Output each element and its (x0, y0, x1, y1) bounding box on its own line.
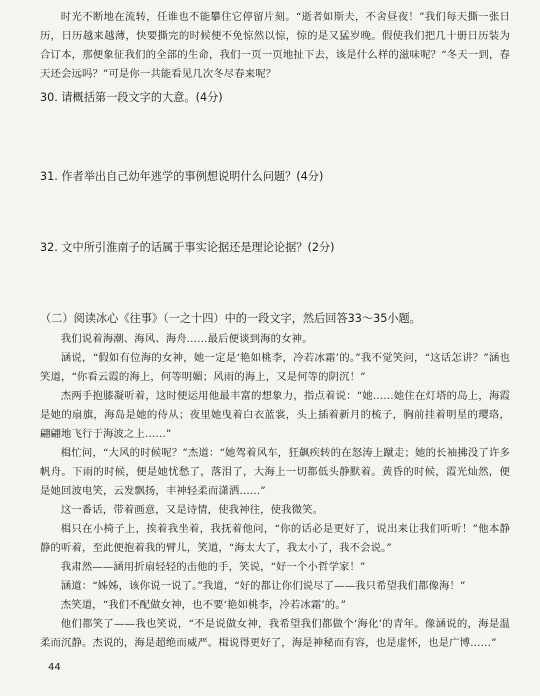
question-30 (40, 88, 510, 107)
passage-two-paragraph: 杰两手抱膝凝听着，这时便运用他最丰富的想象力，指点着说：“她……她住在灯塔的岛上，海霞是她的扇旗，海岛是她的侍从；夜里她曳着白衣蓝裳，头上插着新月的梳子，胸前挂着明星的璎珞，翩翩地飞行于海波之上……” (40, 390, 510, 440)
passage-two-paragraph: 我肃然——涵用折扇轻轻的击他的手，笑说，“好一个小哲学家！” (60, 561, 366, 573)
question-32-text: 32. 文中所引淮南子的话属于事实论据还是理论论据？(2分) (40, 241, 335, 254)
passage-two-paragraph: 这一番话，带着画意，又是诗情，使我神往，使我微笑。 (60, 504, 324, 516)
passage-two-paragraph: 杰笑道，“我们不配做女神，也不要‘艳如桃李，冷若冰霜’的。” (60, 599, 346, 611)
passage-two-paragraph: 楫只在小椅子上，挨着我坐着，我抚着他问，“你的话必是更好了，说出来让我们听听！”他本静静的听着，至此便抱着我的臂儿，笑道，“海太大了，我太小了，我不会说。” (40, 523, 510, 554)
passage-two-paragraph: 我们说着海潮、海风、海舟……最后便谈到海的女神。 (60, 333, 313, 345)
question-32 (40, 238, 510, 257)
section-two-title (40, 309, 510, 328)
passage-two-paragraph: 楫忙问，“大风的时候呢？”杰道：“她驾着风车，狂飙疾转的在怒涛上蹴走；她的长袖拂没了许多帆舟。下雨的时候，便是她忧愁了，落泪了，大海上一切都低头静默着。黄昏的时候，霞光灿然，便是她回波电笑，云发飘扬，丰神轻柔而潇洒……” (40, 447, 510, 497)
question-31 (40, 167, 510, 186)
passage-two-paragraph: 他们都笑了——我也笑说，“不是说做女神，我希望我们都做个‘海化’的青年。像涵说的，海是温柔而沉静。杰说的，海是超绝而威严。楫说得更好了，海是神秘而有容，也是虚怀，也是广博……” (40, 618, 510, 649)
page-number: 44 (48, 662, 61, 673)
question-31-text: 31. 作者举出自己幼年逃学的事例想说明什么问题？(4分) (40, 170, 324, 183)
passage-two-paragraph: 涵道：“姊姊，该你说一说了。”我道，“好的都让你们说尽了——我只希望我们都像海！” (60, 580, 466, 592)
section-two-heading: （二）阅读冰心《往事》（一之十四）中的一段文字，然后回答33～35小题。 (40, 312, 421, 325)
passage-one (40, 8, 510, 84)
passage-two-paragraph: 涵说，“假如有位海的女神，她一定是‘艳如桃李，冷若冰霜’的。”我不觉笑问，“这话怎讲？”涵也笑道，“你看云霞的海上，何等明媚；风雨的海上，又是何等的阴沉！” (40, 352, 510, 383)
question-30-text: 30. 请概括第一段文字的大意。(4分) (40, 91, 223, 104)
passage-one-paragraph: 时光不断地在流转，任谁也不能攀住它停留片刻。“逝者如斯夫，不舍昼夜！”我们每天撕一张日历，日历越来越薄，快要撕完的时候便不免惊然以惊，惊的是又猛岁晚。假使我们把几十册日历装为合订本，那便象征我们的全部的生命，我们一页一页地扯下去，该是什么样的滋味呢？“冬天一到，春天还会远吗？”可是你一共能看见几次冬尽春来呢？ (40, 11, 510, 80)
passage-two (40, 330, 510, 653)
